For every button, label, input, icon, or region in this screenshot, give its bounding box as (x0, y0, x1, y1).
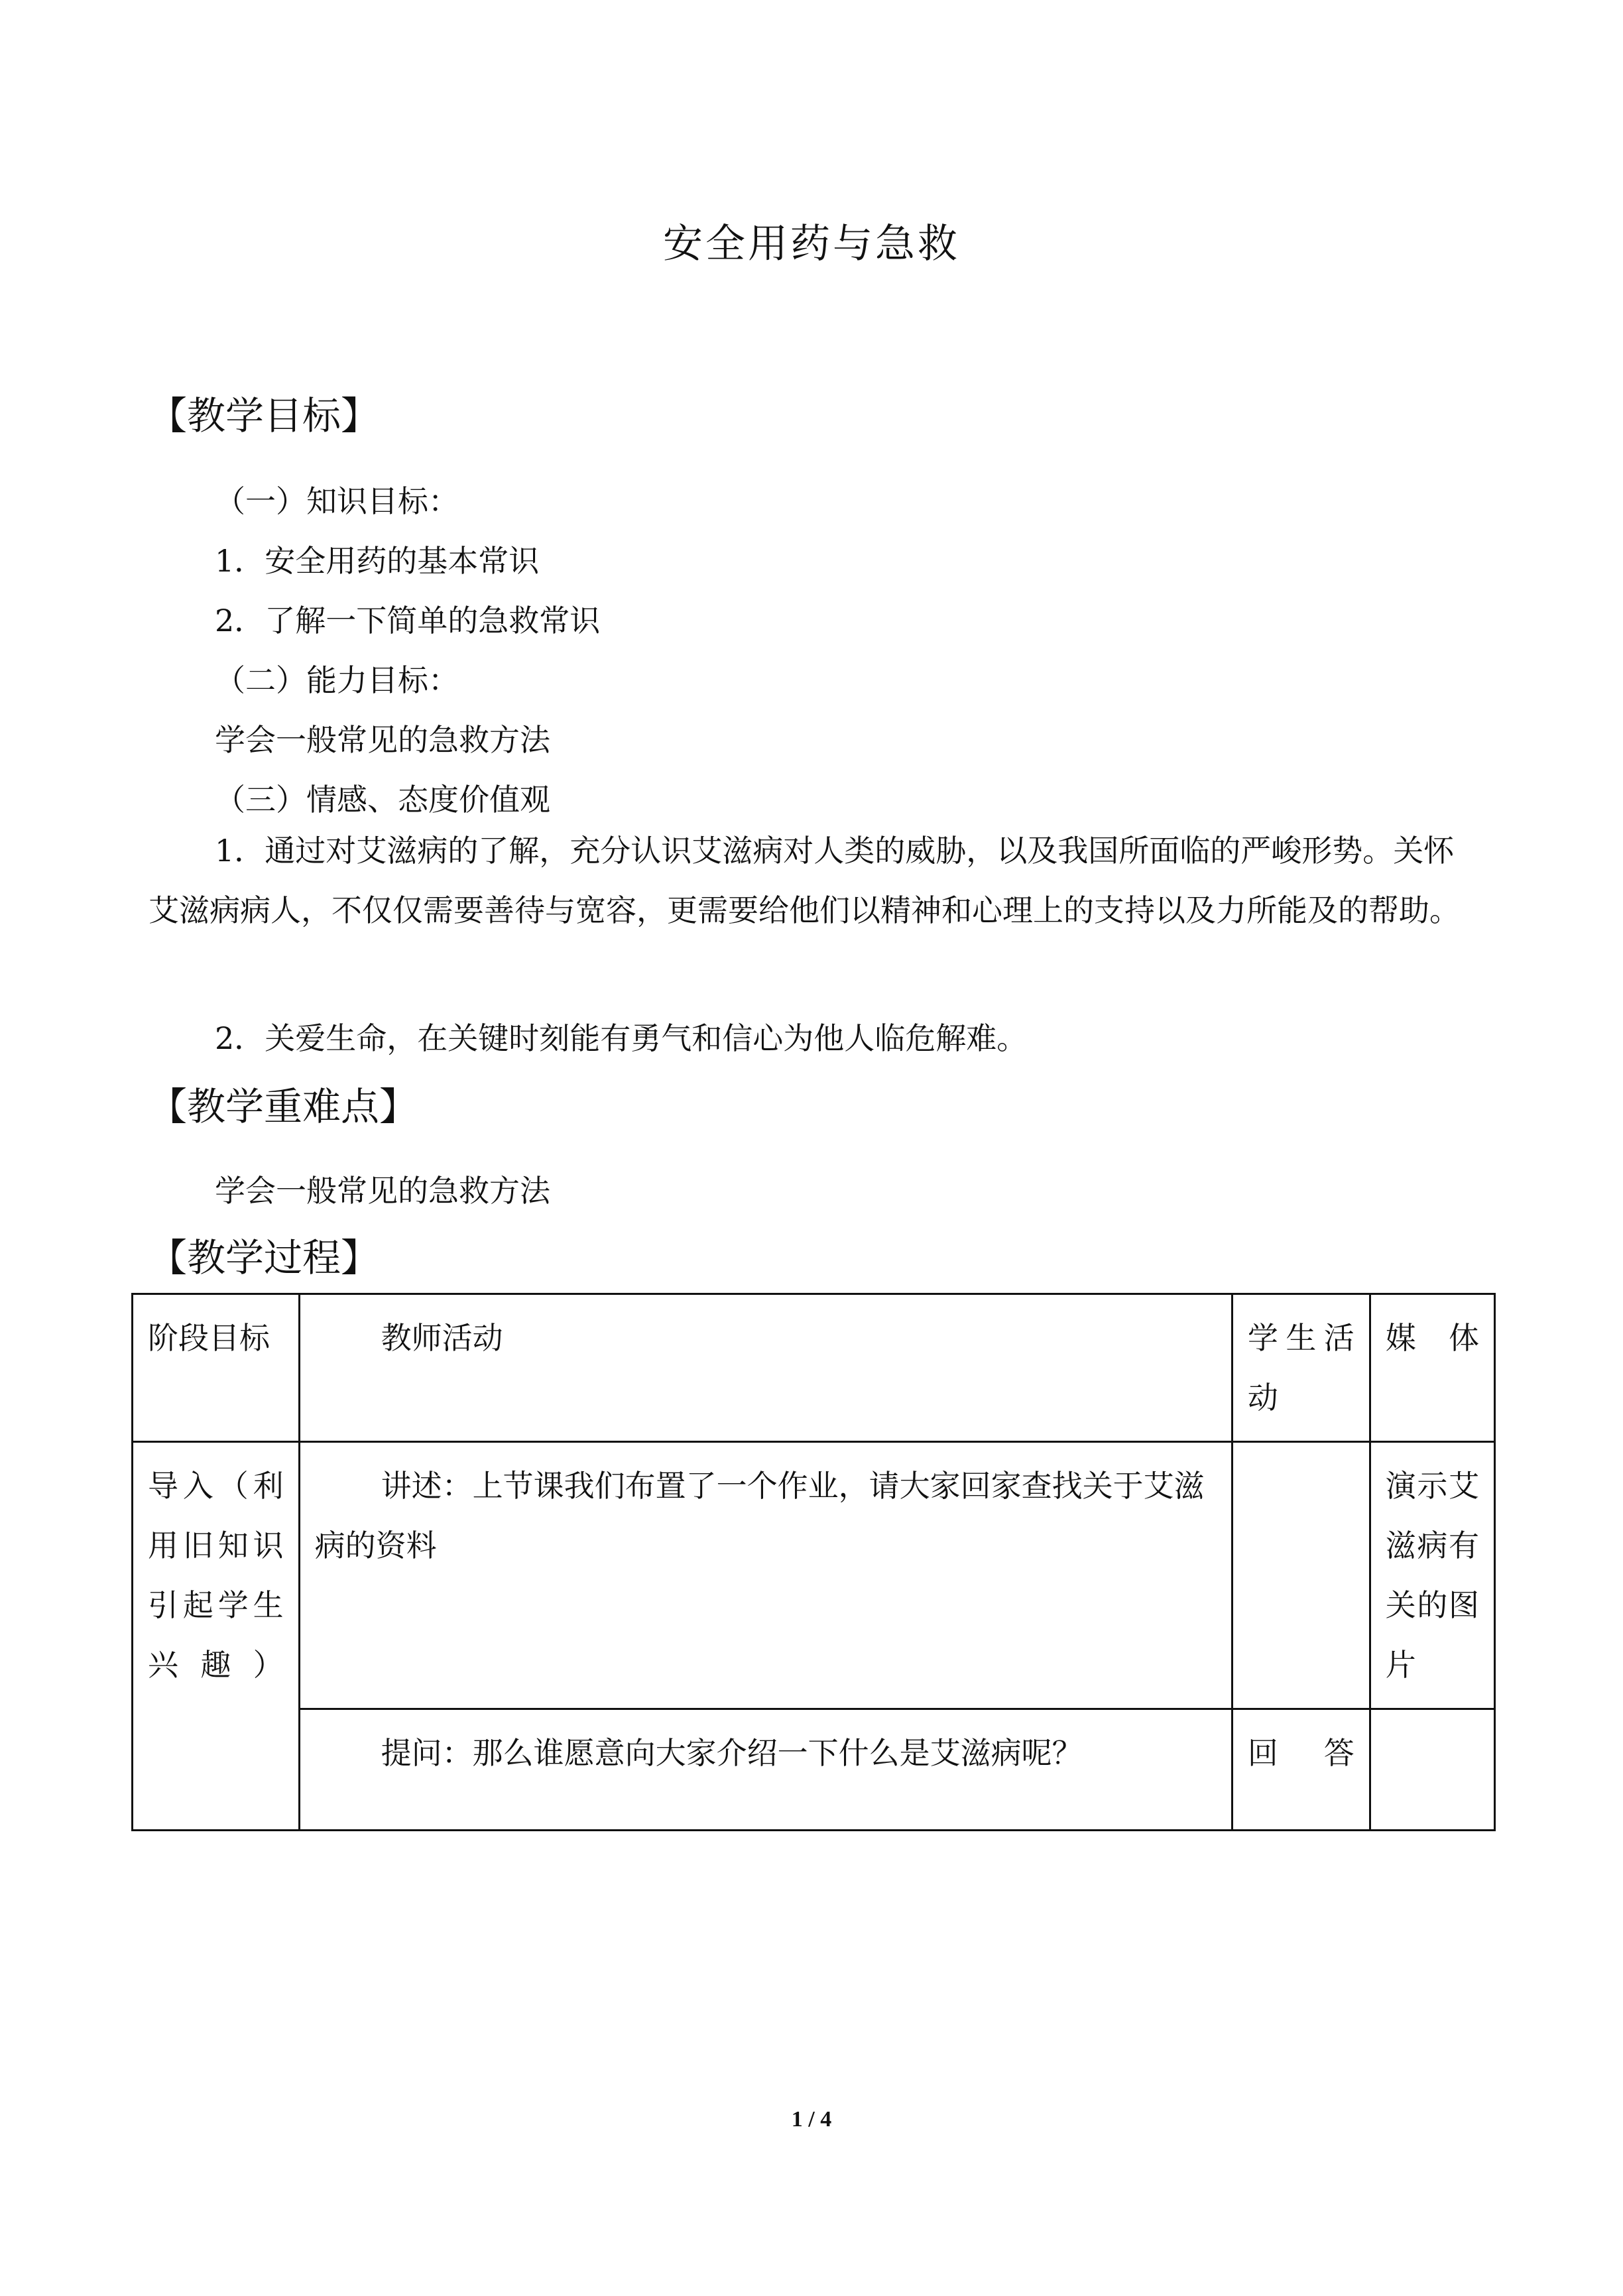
stage-cell: 导入（利用旧知识引起学生兴趣） (133, 1442, 300, 1831)
table-row (133, 1709, 1495, 1831)
ability-heading: （二）能力目标： (215, 662, 459, 698)
section-heading-key-points: 【教学重难点】 (149, 1084, 418, 1129)
section-heading-process: 【教学过程】 (149, 1235, 380, 1280)
emotion-heading: （三）情感、态度价值观 (215, 782, 550, 817)
header-media: 媒体 (1370, 1294, 1494, 1442)
section-heading-objectives: 【教学目标】 (149, 393, 380, 438)
knowledge-heading: （一）知识目标： (215, 483, 459, 519)
table-header-row (133, 1294, 1495, 1442)
student-cell (1232, 1442, 1370, 1709)
header-student: 学生活动 (1232, 1294, 1370, 1442)
process-table (131, 1293, 1496, 1831)
table-row (133, 1442, 1495, 1709)
header-teacher: 教师活动 (299, 1294, 1232, 1442)
page-title: 安全用药与急救 (663, 221, 960, 267)
key-points-text: 学会一般常见的急救方法 (215, 1173, 550, 1209)
header-stage: 阶段目标 (133, 1294, 300, 1442)
emotion-item-1 (149, 821, 1474, 940)
teacher-cell: 提问：那么谁愿意向大家介绍一下什么是艾滋病呢？ (299, 1709, 1232, 1831)
emotion-item-2: 2．关爱生命，在关键时刻能有勇气和信心为他人临危解难。 (215, 1020, 1028, 1056)
ability-item-1: 学会一般常见的急救方法 (215, 722, 550, 758)
student-cell: 回答 (1232, 1709, 1370, 1831)
emotion-item-1-text: 1．通过对艾滋病的了解，充分认识艾滋病对人类的威胁，以及我国所面临的严峻形势。关怀艾滋病病人，不仅仅需要善待与宽容，更需要给他们以精神和心理上的支持以及力所能及的帮助。 (149, 833, 1460, 928)
media-cell (1370, 1709, 1494, 1831)
media-cell: 演示艾滋病有关的图片 (1370, 1442, 1494, 1709)
page-number: 1 / 4 (791, 2107, 832, 2132)
knowledge-item-1: 1．安全用药的基本常识 (215, 543, 540, 579)
knowledge-item-2: 2．了解一下简单的急救常识 (215, 603, 601, 638)
teacher-cell: 讲述：上节课我们布置了一个作业，请大家回家查找关于艾滋病的资料 (299, 1442, 1232, 1709)
